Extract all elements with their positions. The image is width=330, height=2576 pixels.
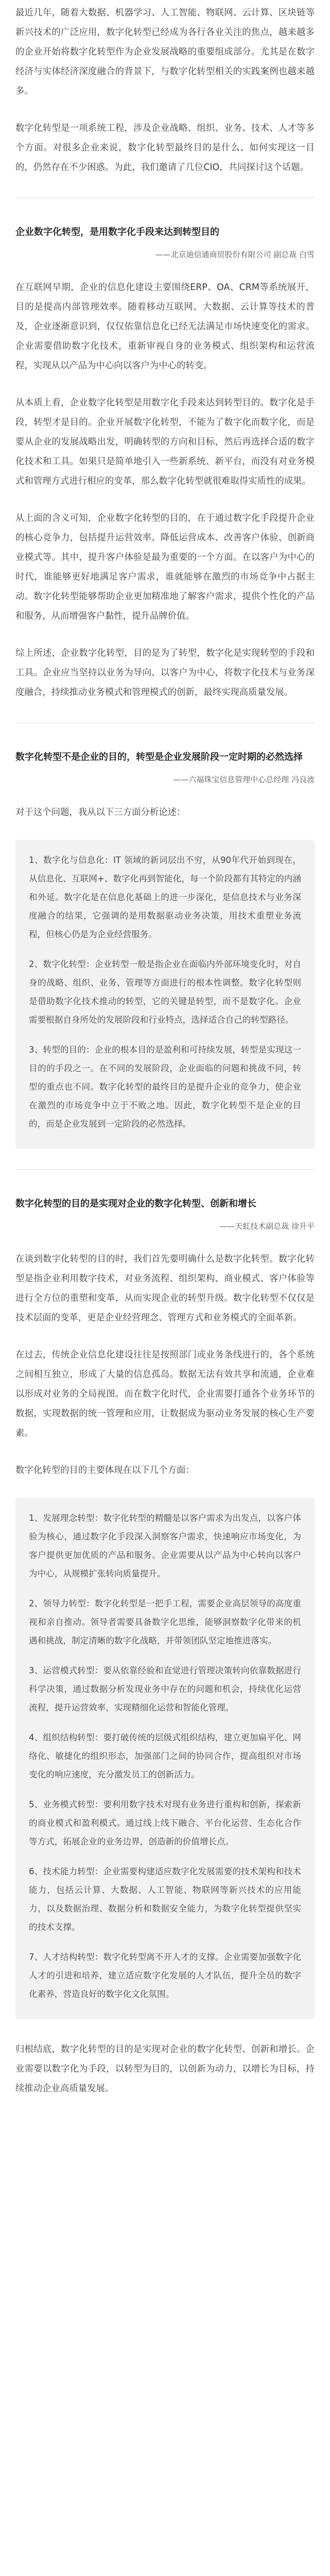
section-1-paragraph-1: 在互联网早期，企业的信息化建设主要围绕ERP、OA、CRM等系统展开，目的是提高内部管理效率。随着移动互联网、大数据、云计算等技术的普及，企业逐渐意识到，仅仅依靠信息化已经无法满足市场快速变化的需求。企业需要借助数字化技术，重新审视自身的业务模式、组织架构和运营流程，实现从以产品为中心向以客户为中心的转变。: [15, 282, 315, 371]
section-1-byline: ——北京迪信通商贸股份有限公司 副总裁 白雪: [155, 250, 315, 259]
article-content: [0, 3, 330, 2098]
section-3-paragraph-2: 在过去，传统企业信息化建设往往是按照部门或业务条线进行的，各个系统之间相互独立，形成了大量的信息孤岛。数据无法有效共享和流通，企业难以形成对业务的全局视图。而在数字化时代，企业需要打通各个业务环节的数据，实现数据的统一管理和应用，让数据成为驱动业务发展的核心生产要素。: [15, 1350, 315, 1438]
section-3-point-2: 2、领导力转型：数字化转型是一把手工程，需要企业高层领导的高度重视和亲自推动。领导者需要具备数字化思维，能够洞察数字化带来的机遇和挑战，制定清晰的数字化战略，并带领团队坚定地推进落实。: [29, 1599, 301, 1646]
section-3-paragraph-3: 数字化转型的目的主要体现在以下几个方面：: [15, 1465, 195, 1476]
section-1-paragraph-2: 从本质上看，企业数字化转型是用数字化手段来达到转型目的。数字化是手段，转型才是目的。企业开展数字化转型，不能为了数字化而数字化，而是要从企业的发展战略出发，明确转型的方向和目标，然后再选择合适的数字化技术和工具。如果只是简单地引入一些新系统、新平台，而没有对业务模式和管理方式进行相应的变革，那么数字化转型就很难取得实质性的成果。: [15, 398, 315, 486]
section-3-points-list: [29, 1509, 301, 2004]
section-3-paragraph-1: 在谈到数字化转型的目的时，我们首先要明确什么是数字化转型。数字化转型是指企业利用数字技术，对业务流程、组织架构、商业模式、客户体验等进行全方位的重塑和变革，从而实现企业的转型升级。数字化转型不仅仅是技术层面的变革，更是企业经营理念、管理方式和业务模式的全面革新。: [15, 1254, 315, 1323]
section-3-point-4: 4、组织结构转型：要打破传统的层级式组织结构，建立更加扁平化、网络化、敏捷化的组织形态，加强部门之间的协同合作，提高组织对市场变化的响应速度，充分激发员工的创新活力。: [29, 1733, 301, 1780]
section-1-title: 企业数字化转型，是用数字化手段来达到转型目的: [15, 227, 219, 238]
section-2-point-1: 1、数字化与信息化：IT 领域的新词层出不穷，从90年代开始到现在，从信息化、互联网+、数字化再到智能化，每一个阶段都有其特定的内涵和外延。数字化是在信息化基础上的进一步深化，是信息技术与业务深度融合的结果，它强调的是用数据驱动业务决策，用技术重塑业务流程，但核心仍是为企业经营服务。: [29, 855, 301, 939]
section-2-title: 数字化转型不是企业的目的，转型是企业发展阶段一定时期的必然选择: [15, 752, 303, 762]
intro-paragraph-2: 数字化转型是一项系统工程，涉及企业战略、组织、业务、技术、人才等多个方面。对很多企业来说，数字化转型最终目的是什么、如何实现这一目的，仍然存在不少困惑。为此，我们邀请了几位CIO，共同探讨这个话题。: [15, 123, 315, 173]
section-3-points-block: [15, 1498, 315, 2019]
section-3-point-7: 7、人才结构转型：数字化转型离不开人才的支撑。企业需要加强数字化人才的引进和培养，建立适应数字化发展的人才队伍，提升全员的数字化素养，营造良好的数字化文化氛围。: [29, 1952, 301, 1999]
section-2-point-2: 2、数字化转型：企业转型一般是指企业在面临内外部环境变化时，对自身的战略、组织、业务、管理等方面进行的根本性调整。数字化转型则是借助数字化技术推动的转型，它的关键是转型，而不是数字化。企业需要根据自身所处的发展阶段和行业特点，选择适合自己的转型路径。: [29, 959, 301, 1025]
section-3-point-1: 1、发展理念转型：数字化转型的精髓是以客户需求为出发点，以客户体验为核心，通过数字化手段深入洞察客户需求，快速响应市场变化，为客户提供更加优质的产品和服务。企业需要从以产品为中心转向以客户为中心，从规模扩张转向质量提升。: [29, 1513, 301, 1579]
section-3-point-3: 3、运营模式转型：要从依靠经验和直觉进行管理决策转向依靠数据进行科学决策，通过数据分析发现业务中存在的问题和机会，持续优化运营流程，提升运营效率，实现精细化运营和智能化管理。: [29, 1666, 301, 1713]
section-2-paragraph-1: 对于这个问题，我从以下三方面分析论述：: [15, 807, 186, 818]
section-3-byline: ——天虹技术副总裁 徐升平: [219, 1222, 315, 1231]
section-2-byline: ——六福珠宝信息管理中心总经理 冯良波: [173, 775, 315, 784]
section-3-closing-paragraph: 归根结底，数字化转型的目的是实现对企业的数字化转型、创新和增长。企业需要以数字化为手段，以转型为目的，以创新为动力，以增长为目标，持续推动企业高质量发展。: [15, 2044, 315, 2094]
section-1-paragraph-3: 从上面的含义可知，企业数字化转型的目的，在于通过数字化手段提升企业的核心竞争力，包括提升运营效率、降低运营成本、改善客户体验、创新商业模式等。其中，提升客户体验是最为重要的一个方面。在以客户为中心的时代，谁能够更好地满足客户需求，谁就能够在激烈的市场竞争中占据主动。数字化转型能够帮助企业更加精准地了解客户需求，提供个性化的产品和服务，从而增强客户黏性，提升品牌价值。: [15, 513, 315, 621]
section-3-point-5: 5、业务模式转型：要利用数字技术对现有业务进行重构和创新，探索新的商业模式和盈利模式。通过线上线下融合、平台化运营、生态化合作等方式，拓展企业的业务边界，创造新的价值增长点。: [29, 1800, 301, 1846]
section-3-title: 数字化转型的目的是实现对企业的数字化转型、创新和增长: [15, 1198, 256, 1209]
section-1-paragraph-4: 综上所述，企业数字化转型，目的是为了转型，数字化是实现转型的手段和工具。企业应当坚持以业务为导向、以客户为中心，将数字化技术与业务深度融合，持续推动业务模式和管理模式的创新，最终实现高质量发展。: [15, 648, 315, 698]
section-2-point-3: 3、转型的目的：企业的根本目的是盈利和可持续发展，转型是实现这一目的的手段之一。在不同的发展阶段，企业面临的问题和挑战不同，转型的重点也不同。数字化转型的最终目的是提升企业的竞争力，使企业在激烈的市场竞争中立于不败之地。因此，数字化转型不是企业的目的，而是企业发展到一定阶段的必然选择。: [29, 1045, 301, 1129]
intro-paragraph-1: 最近几年，随着大数据、机器学习、人工智能、物联网、云计算、区块链等新兴技术的广泛应用，数字化转型已经成为各行各业关注的焦点，越来越多的企业开始将数字化转型作为企业发展战略的重要组成部分。尤其是在数字经济与实体经济深度融合的背景下，与数字化转型相关的实践案例也越来越多。: [15, 8, 315, 96]
section-2-points-list: [29, 851, 301, 1133]
section-3-point-6: 6、技术能力转型：企业需要构建适应数字化发展需要的技术架构和技术能力，包括云计算、大数据、人工智能、物联网等新兴技术的应用能力，以及数据治理、数据分析和数据安全能力，为数字化转型提供坚实的技术支撑。: [29, 1867, 301, 1932]
section-2-points-block: [15, 840, 315, 1149]
